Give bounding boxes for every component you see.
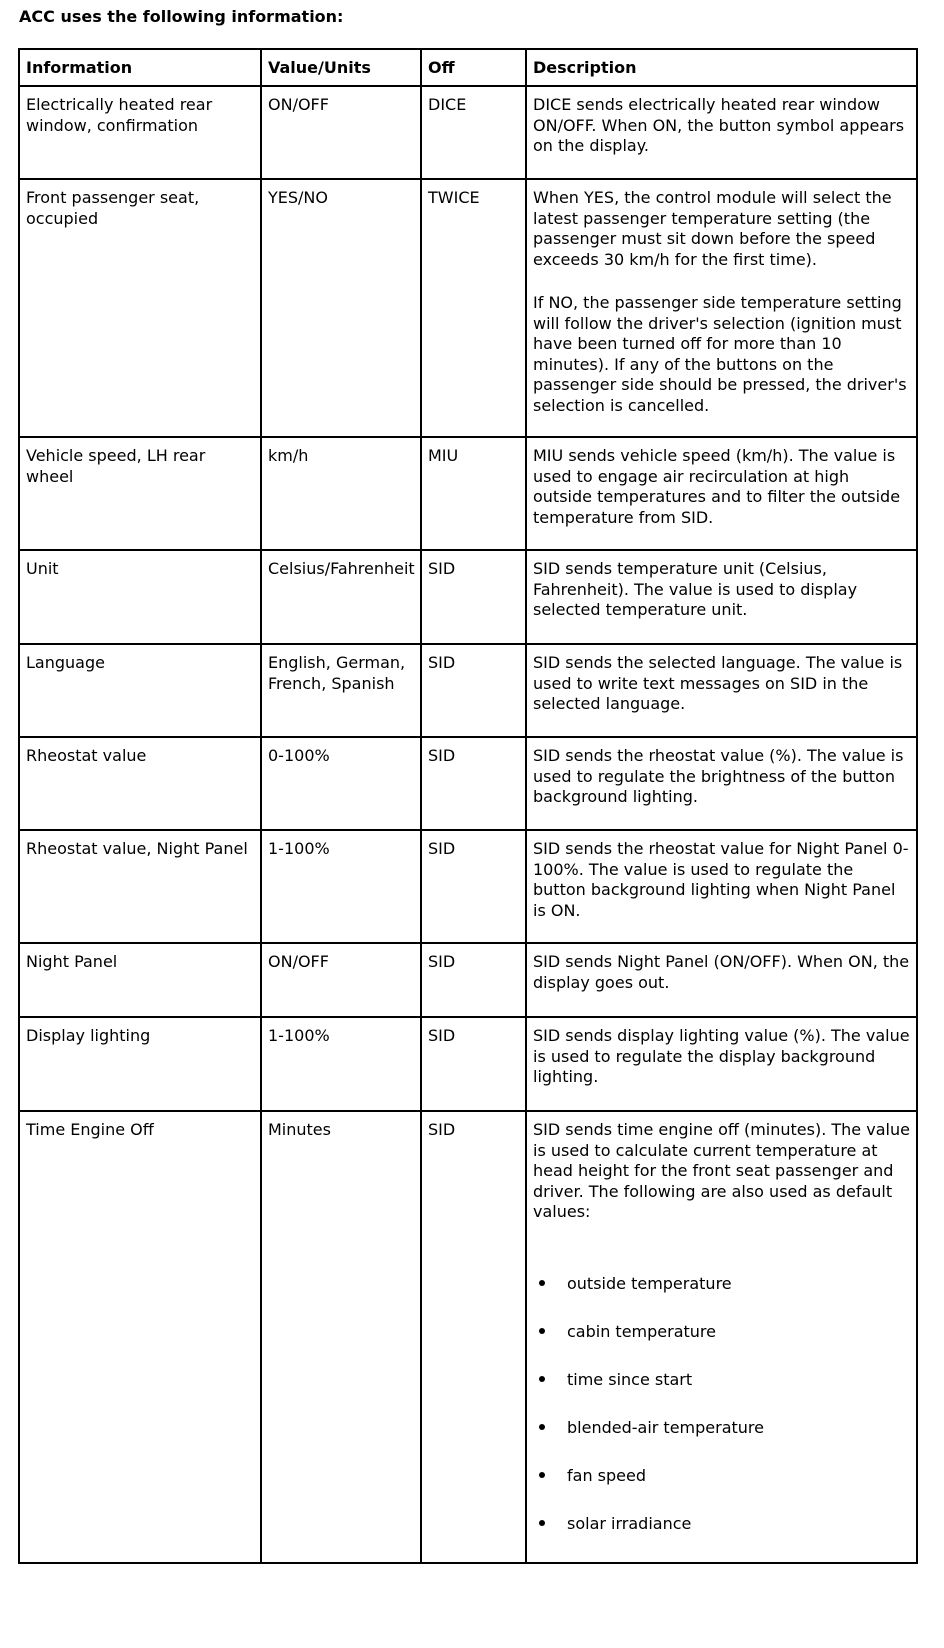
cell-value-units: YES/NO	[261, 179, 421, 437]
header-information: Information	[19, 49, 261, 86]
cell-value-units: Celsius/Fahrenheit	[261, 550, 421, 644]
description-paragraph: When YES, the control module will select the latest passenger temperature setting (the passenger must sit down before the speed exceeds 30 km/h for the first time).	[533, 188, 892, 269]
table-body	[19, 86, 917, 1563]
default-values-list	[533, 1273, 910, 1534]
table-row	[19, 437, 917, 550]
list-item-text: solar irradiance	[567, 1513, 692, 1533]
cell-description	[526, 830, 917, 943]
cell-description	[526, 550, 917, 644]
cell-value-units: English, German, French, Spanish	[261, 644, 421, 737]
table-row	[19, 644, 917, 737]
bullet-icon	[539, 1472, 545, 1478]
cell-information: Unit	[19, 550, 261, 644]
cell-information: Rheostat value	[19, 737, 261, 830]
description-paragraph: DICE sends electrically heated rear window ON/OFF. When ON, the button symbol appears on the display.	[533, 95, 905, 155]
bullet-icon	[539, 1376, 545, 1382]
bullet-icon	[539, 1328, 545, 1334]
cell-information: Time Engine Off	[19, 1111, 261, 1563]
description-paragraph: SID sends Night Panel (ON/OFF). When ON, the display goes out.	[533, 952, 910, 992]
table-row	[19, 86, 917, 179]
list-item-text: fan speed	[567, 1465, 646, 1485]
table-row	[19, 179, 917, 437]
information-table	[18, 48, 918, 1564]
cell-information: Language	[19, 644, 261, 737]
table-header-row	[19, 49, 917, 86]
list-item	[533, 1273, 910, 1294]
cell-off: TWICE	[421, 179, 526, 437]
header-value-units: Value/Units	[261, 49, 421, 86]
table-row	[19, 550, 917, 644]
description-paragraph: SID sends temperature unit (Celsius, Fahrenheit). The value is used to display selected temperature unit.	[533, 559, 858, 619]
table-row	[19, 737, 917, 830]
list-item	[533, 1417, 910, 1438]
page-intro: ACC uses the following information:	[19, 7, 344, 26]
cell-value-units: Minutes	[261, 1111, 421, 1563]
cell-description	[526, 1111, 917, 1563]
cell-description	[526, 437, 917, 550]
cell-description	[526, 86, 917, 179]
description-paragraph: MIU sends vehicle speed (km/h). The value is used to engage air recirculation at high outside temperatures and to filter the outside temperature from SID.	[533, 446, 901, 527]
description-paragraph: SID sends the rheostat value for Night Panel 0-100%. The value is used to regulate the button background lighting when Night Panel is ON.	[533, 839, 909, 920]
cell-value-units: ON/OFF	[261, 943, 421, 1017]
cell-information: Front passenger seat, occupied	[19, 179, 261, 437]
cell-value-units: 0-100%	[261, 737, 421, 830]
cell-information: Rheostat value, Night Panel	[19, 830, 261, 943]
list-item	[533, 1513, 910, 1534]
description-paragraph: SID sends time engine off (minutes). The value is used to calculate current temperature at head height for the front seat passenger and driver. The following are also used as default values:	[533, 1120, 910, 1221]
cell-off: SID	[421, 737, 526, 830]
cell-off: SID	[421, 1111, 526, 1563]
list-item-text: time since start	[567, 1369, 693, 1389]
table-row	[19, 1111, 917, 1563]
list-item-text: outside temperature	[567, 1273, 732, 1293]
cell-off: SID	[421, 943, 526, 1017]
description-paragraph: SID sends the rheostat value (%). The value is used to regulate the brightness of the button background lighting.	[533, 746, 904, 806]
table-row	[19, 1017, 917, 1111]
cell-information: Night Panel	[19, 943, 261, 1017]
cell-value-units: ON/OFF	[261, 86, 421, 179]
cell-description	[526, 1017, 917, 1111]
cell-off: MIU	[421, 437, 526, 550]
header-off: Off	[421, 49, 526, 86]
cell-value-units: km/h	[261, 437, 421, 550]
bullet-icon	[539, 1520, 545, 1526]
cell-description	[526, 943, 917, 1017]
list-item	[533, 1321, 910, 1342]
list-item-text: cabin temperature	[567, 1321, 716, 1341]
cell-description	[526, 179, 917, 437]
cell-off: SID	[421, 1017, 526, 1111]
description-paragraph: If NO, the passenger side temperature setting will follow the driver's selection (ignition must have been turned off for more than 10 minutes). If any of the buttons on the passenger side should be pressed, the driver's selection is cancelled.	[533, 293, 907, 415]
list-item	[533, 1465, 910, 1486]
cell-description	[526, 737, 917, 830]
cell-off: SID	[421, 644, 526, 737]
list-item	[533, 1369, 910, 1390]
table-row	[19, 943, 917, 1017]
cell-information: Electrically heated rear window, confirmation	[19, 86, 261, 179]
bullet-icon	[539, 1280, 545, 1286]
cell-off: SID	[421, 830, 526, 943]
description-paragraph: SID sends the selected language. The value is used to write text messages on SID in the selected language.	[533, 653, 903, 713]
table-row	[19, 830, 917, 943]
bullet-icon	[539, 1424, 545, 1430]
cell-information: Vehicle speed, LH rear wheel	[19, 437, 261, 550]
cell-value-units: 1-100%	[261, 830, 421, 943]
cell-off: DICE	[421, 86, 526, 179]
list-item-text: blended-air temperature	[567, 1417, 764, 1437]
cell-description	[526, 644, 917, 737]
cell-off: SID	[421, 550, 526, 644]
header-description: Description	[526, 49, 917, 86]
cell-information: Display lighting	[19, 1017, 261, 1111]
description-paragraph: SID sends display lighting value (%). The value is used to regulate the display background lighting.	[533, 1026, 910, 1086]
cell-value-units: 1-100%	[261, 1017, 421, 1111]
